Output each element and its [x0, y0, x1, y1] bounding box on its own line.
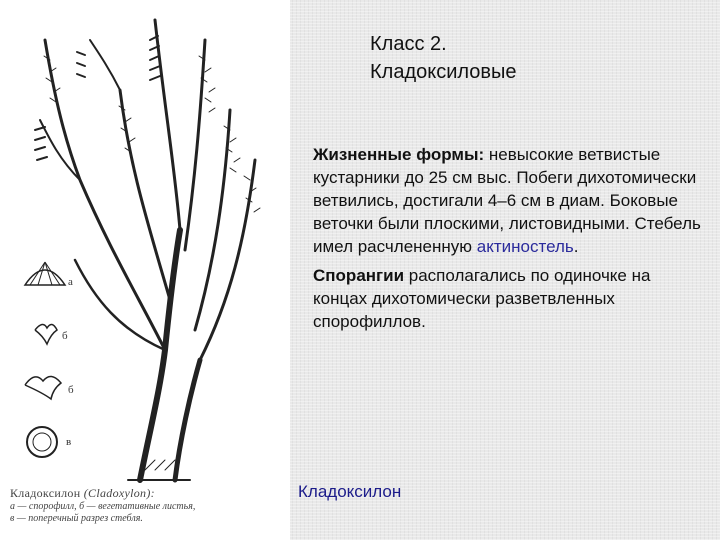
slide-title [370, 30, 517, 86]
plant-name-label: Кладоксилон [298, 482, 402, 501]
caption-line-3: в — поперечный разрез стебля. [10, 513, 143, 524]
leaf-b2-icon [25, 376, 61, 399]
slide-body [313, 143, 708, 339]
figure-label-a: а [68, 276, 73, 288]
caption-line-2: а — спорофилл, б — вегетативные листья, [10, 501, 196, 512]
figure-label-b2: б [68, 384, 74, 396]
caption-line-1 [10, 486, 290, 501]
sporangia-label: Спорангии [313, 266, 405, 285]
actinostele-link[interactable]: актиностель [476, 237, 574, 256]
title-line-1: Класс 2. [370, 33, 447, 55]
life-forms-text: невысокие ветвистые кустарники до 25 см выс. Побеги дихотомически ветвились, достигали 4–6 см в диам. Боковые веточки были плоскими, листовидными. Стебель имел расчлененную [313, 145, 701, 256]
cladoxylon-drawing [0, 0, 290, 540]
leaf-b1-icon [35, 324, 57, 344]
life-forms-end: . [573, 237, 579, 256]
title-line-2: Кладоксиловые [370, 61, 517, 83]
stem-cross-section-icon [27, 427, 57, 457]
life-forms-label: Жизненные формы: [313, 145, 485, 164]
caption-latin: (Cladoxylon): [83, 486, 155, 500]
figure-caption [10, 486, 290, 525]
plant-illustration [0, 0, 290, 540]
sporangia-text: располагались по одиночке на концах дихотомически разветвленных спорофиллов. [313, 266, 651, 331]
caption-prefix: Кладоксилон [10, 486, 81, 500]
figure-label-b1: б [62, 330, 68, 342]
figure-label-v: в [66, 436, 72, 448]
life-forms-paragraph [313, 143, 708, 258]
sporangia-paragraph [313, 264, 708, 333]
